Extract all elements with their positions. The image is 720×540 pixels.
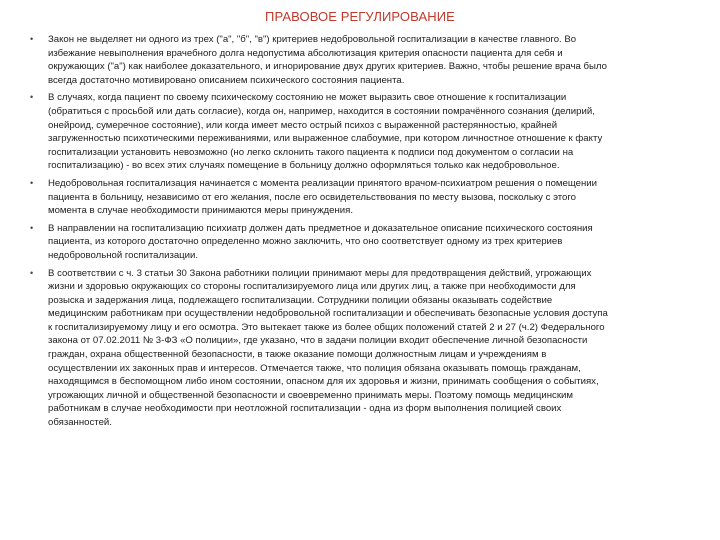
bullet-icon: • bbox=[30, 34, 34, 44]
list-item bbox=[26, 33, 698, 87]
slide-title: ПРАВОВОЕ РЕГУЛИРОВАНИЕ bbox=[265, 9, 455, 24]
list-item bbox=[26, 177, 698, 218]
list-item bbox=[26, 267, 698, 430]
paragraph-text: В соответствии с ч. 3 статьи 30 Закона работники полиции принимают меры для предотвращения действий, угрожающих жизни и здоровью окружающих со стороны госпитализируемого лица или других лиц, а также при необходимости для розыска и задержания лица, подлежащего госпитализации. Сотрудники полиции обязаны оказывать содействие медицинским работникам при осуществлении недобровольной госпитализации и обеспечивать безопасные условия доступа к госпитализируемому лицу и его осмотра. Это вытекает также из более общих положений статей 2 и 27 (ч.2) Федерального закона от 07.02.2011 № 3-ФЗ «О полиции», где указано, что в задачи полиции входит обеспечение личной безопасности граждан, охрана общественной безопасности, в также оказание помощи должностным лицам и учреждениям в осуществлении их законных прав и интересов. Отмечается также, что полиция обязана оказывать помощь гражданам, находящимся в беспомощном либо ином состоянии, опасном для их здоровья и жизни, принимать сообщения о событиях, угрожающих личной и общественной безопасности и своевременно принимать меры. Поэтому помощь медицинским работникам в случае необходимости при неотложной госпитализации - одна из форм выполнения полицией своих обязанностей. bbox=[48, 267, 608, 429]
bullet-icon: • bbox=[30, 177, 34, 188]
list-item bbox=[26, 91, 698, 173]
bullet-icon: • bbox=[30, 267, 34, 278]
list-item bbox=[26, 222, 698, 263]
paragraph-text: В направлении на госпитализацию психиатр должен дать предметное и доказательное описание психического состояния пациента, из которого достаточно определенно можно заключить, что оно соответствует одному из трех критериев недобровольной госпитализации. bbox=[48, 222, 593, 261]
paragraph-text: Закон не выделяет ни одного из трех ("а", "б", "в") критериев недобровольной госпитализации в качестве главного. Во избежание невыполнения врачебного долга недопустима абсолютизация критерия опасности пациента для себя и окружающих ("а") как наиболее доказательного, и игнорирование двух других критериев. Важно, чтобы решение врача было всегда достаточно мотивировано описанием психического состояния пациента. bbox=[48, 34, 607, 86]
bullet-icon: • bbox=[30, 92, 34, 103]
paragraph-text: Недобровольная госпитализация начинается с момента реализации принятого врачом-психиатром решения о помещении пациента в больницу, независимо от его желания, после его освидетельствования по месту вызова, поскольку с этого момента в случае необходимости принимаются меры принуждения. bbox=[48, 177, 597, 217]
bullet-icon: • bbox=[30, 222, 34, 233]
bullet-list bbox=[26, 33, 698, 434]
paragraph-text: В случаях, когда пациент по своему психическому состоянию не может выразить свое отношение к госпитализации (обратиться с просьбой или дать согласие), когда он, например, находится в состоянии помрачённого сознания (делирий, онейроид, сумеречное состояние), или когда имеет место острый психоз с выраженной растерянностью, крайней загруженностью психотическими переживаниями, или выраженное слабоумие, при котором личностное отношение к факту госпитализации установить невозможно (но легко склонить такого пациента к подписи под документом о согласии на госпитализацию) - во всех этих случаях помещение в больницу должно оформляться только как недобровольное. bbox=[48, 92, 603, 172]
